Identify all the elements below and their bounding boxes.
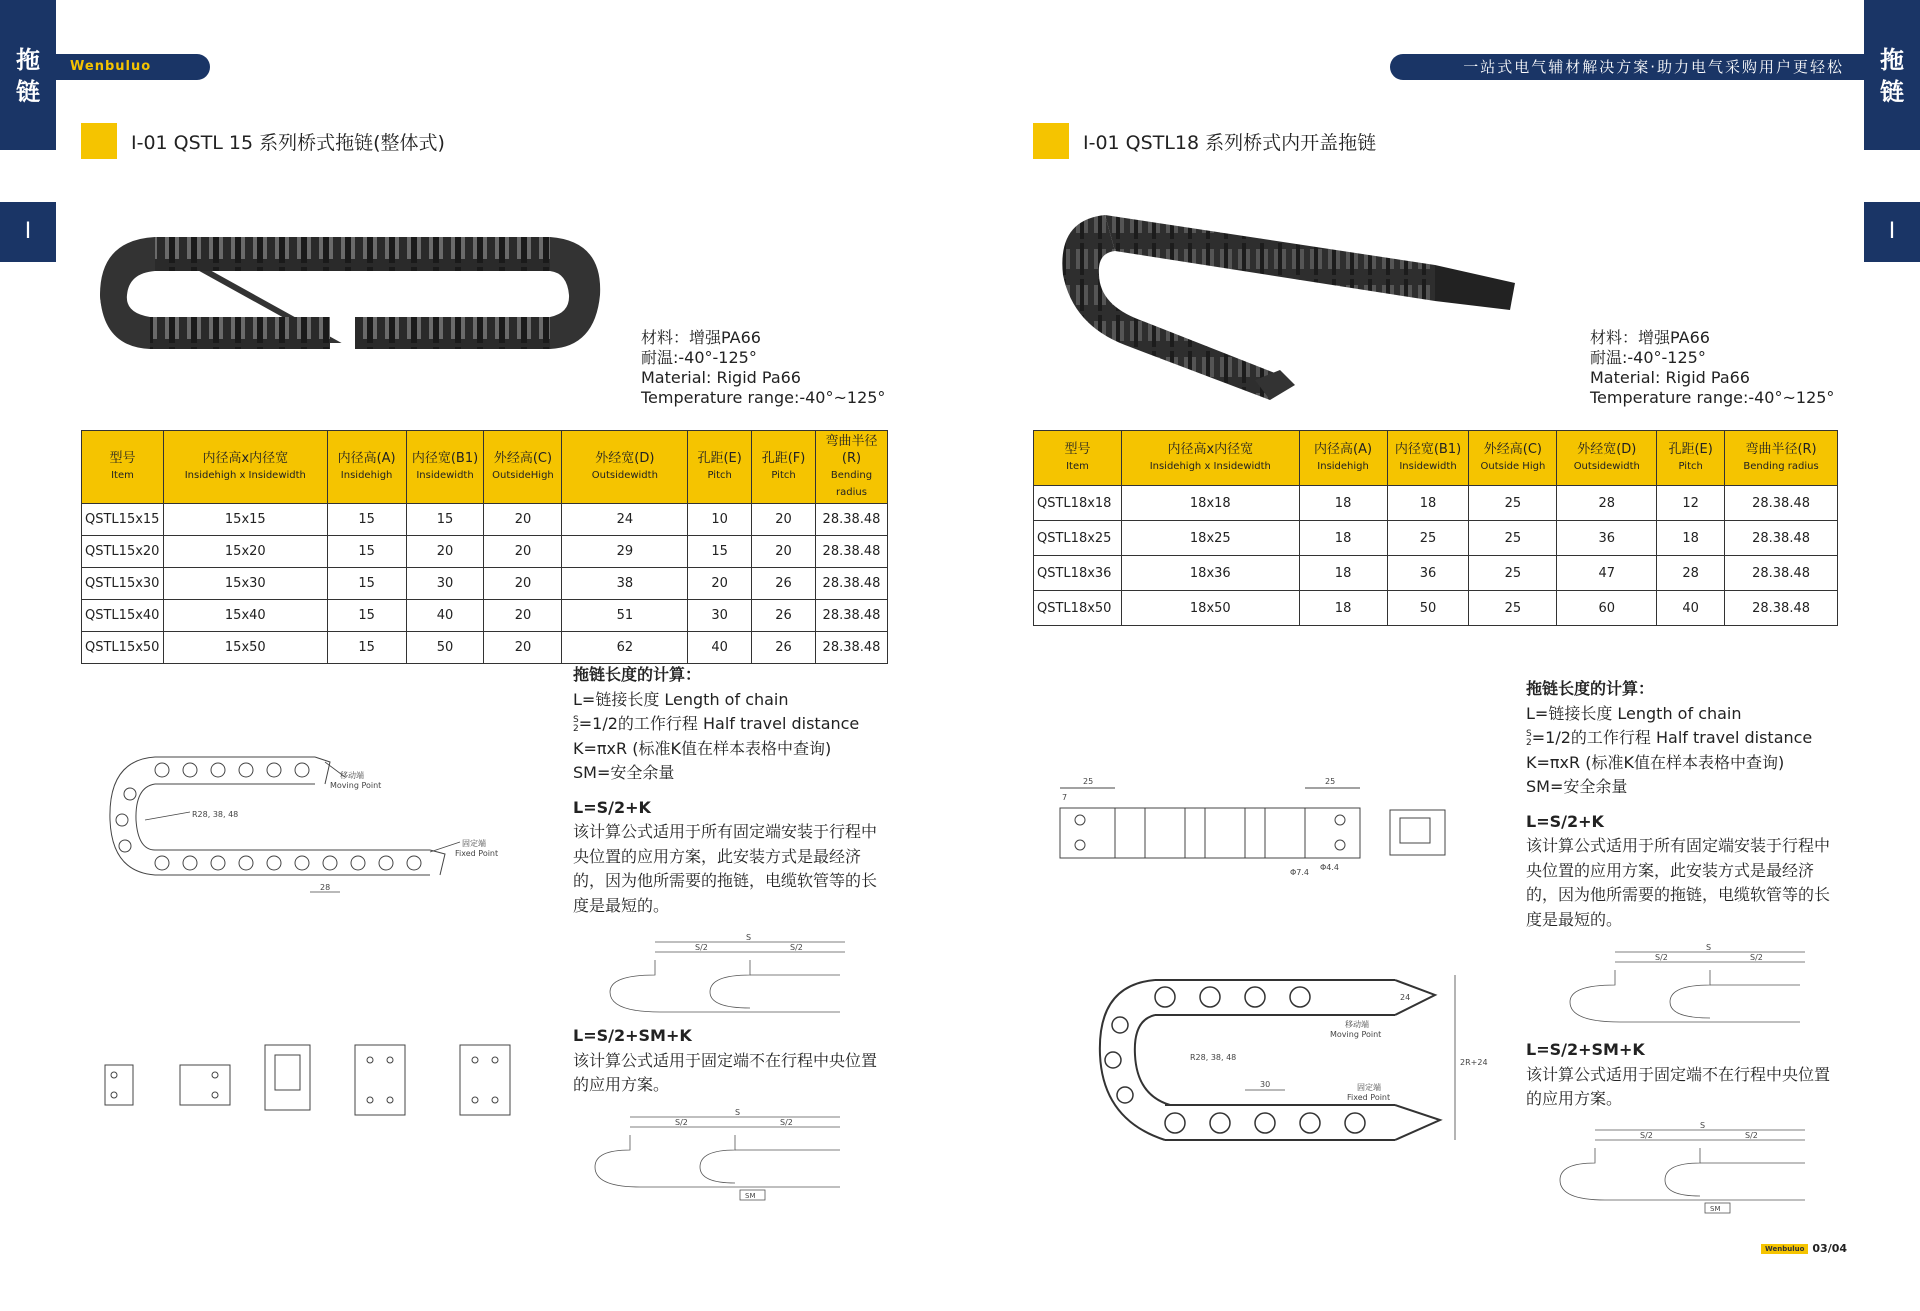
- spec-temp-en: Temperature range:-40°~125°: [641, 388, 886, 407]
- pitch-label: 28: [320, 883, 331, 892]
- travel-diagram-1-right: [1560, 940, 1815, 1030]
- table-cell: 25: [1387, 521, 1469, 556]
- header-cn: 型号: [1064, 442, 1091, 457]
- table-cell: 18: [1299, 591, 1387, 626]
- spec-temp-cn: 耐温:-40°-125°: [641, 348, 757, 367]
- side-tab-left: [0, 0, 56, 150]
- header-en: Insidehigh x Insidewidth: [184, 470, 306, 481]
- header-cn: 弯曲半径(R): [1745, 442, 1817, 457]
- table-cell: 18: [1299, 486, 1387, 521]
- formula-2-desc: 该计算公式适用于固定端不在行程中央位置的应用方案。: [1526, 1064, 1831, 1108]
- table-cell: 40: [1657, 591, 1725, 626]
- table-row: [82, 600, 888, 632]
- spec-material-cn: 材料：增强PA66: [641, 328, 761, 347]
- slogan-bar: [1390, 54, 1864, 80]
- header-en: Pitch: [707, 470, 732, 481]
- header-cn: 外经宽(D): [1577, 442, 1637, 457]
- section-marker-right: I: [1864, 202, 1920, 262]
- table-cell: 15x40: [163, 600, 327, 632]
- table-cell: 15: [406, 504, 484, 536]
- header-en: Outsidewidth: [591, 470, 658, 481]
- brand-name: Wenbuluo: [70, 59, 152, 74]
- table-header-row: [1034, 431, 1838, 486]
- right-title-text: I-01 QSTL18 系列桥式内开盖拖链: [1083, 131, 1377, 154]
- page-number-text: 03/04: [1812, 1242, 1848, 1255]
- table-header-cell: [484, 431, 562, 504]
- travel-s: S: [1706, 943, 1712, 952]
- table-cell: 20: [406, 536, 484, 568]
- table-cell: 30: [406, 568, 484, 600]
- table-cell: 28.38.48: [815, 600, 887, 632]
- left-title-text: I-01 QSTL 15 系列桥式拖链(整体式): [131, 131, 445, 154]
- title-marker: [1033, 123, 1069, 159]
- title-marker: [81, 123, 117, 159]
- header-en: Insidehigh: [340, 470, 393, 481]
- table-cell: 28.38.48: [815, 536, 887, 568]
- travel-half-1: S/2: [695, 943, 708, 952]
- side-tab-right: [1864, 0, 1920, 150]
- right-dimension-sketch: [1050, 770, 1490, 885]
- right-specs: [1590, 328, 1834, 408]
- spec-material-en: Material: Rigid Pa66: [641, 368, 801, 387]
- dim-phi44: Φ4.4: [1320, 863, 1340, 872]
- table-cell: 36: [1557, 521, 1657, 556]
- dim-7: 7: [1062, 793, 1068, 802]
- header-cn: 孔距(E): [1668, 442, 1713, 457]
- moving-label: 移动端: [1345, 1020, 1369, 1029]
- formula-1-desc: 该计算公式适用于所有固定端安装于行程中央位置的应用方案，此安装方式是最经济的，因为他所需要的拖链，电缆软管等的长度是最短的。: [573, 822, 878, 915]
- table-cell: 62: [562, 632, 688, 664]
- header-en: Item: [1066, 461, 1089, 472]
- table-cell: 40: [406, 600, 484, 632]
- travel-diagram-2-right: [1555, 1118, 1815, 1218]
- left-chain-photo: [95, 225, 605, 365]
- table-cell: 15: [327, 568, 406, 600]
- right-section-title: [1033, 123, 1376, 159]
- header-cn: 内径高(A): [337, 451, 396, 466]
- calc-heading: 拖链长度的计算：: [573, 665, 702, 684]
- fixed-label: 固定端: [1357, 1083, 1381, 1092]
- calc-s-def: =1/2的工作行程 Half travel distance: [578, 714, 860, 733]
- left-dimension-sketches: [100, 1020, 540, 1130]
- header-en: Item: [111, 470, 134, 481]
- table-header-cell: [1121, 431, 1299, 486]
- table-cell: 20: [752, 504, 816, 536]
- header-en: Insidehigh x Insidewidth: [1149, 461, 1271, 472]
- dim-phi74: Φ7.4: [1290, 868, 1310, 877]
- table-header-cell: [1387, 431, 1469, 486]
- table-header-cell: [688, 431, 752, 504]
- calc-s-def-line: [573, 712, 893, 737]
- table-row: [1034, 486, 1838, 521]
- table-cell: 40: [688, 632, 752, 664]
- header-en: Bending radius: [830, 470, 873, 498]
- s-den: 2: [1526, 737, 1532, 748]
- table-header-cell: [82, 431, 164, 504]
- header-en: Pitch: [1678, 461, 1703, 472]
- left-spec-table: [81, 430, 888, 664]
- page-number: [1761, 1242, 1847, 1255]
- table-cell: QSTL18x50: [1034, 591, 1122, 626]
- table-row: [1034, 556, 1838, 591]
- travel-diagram-2-left: [590, 1105, 850, 1205]
- table-cell: 15x50: [163, 632, 327, 664]
- right-spec-table: [1033, 430, 1838, 626]
- header-cn: 外经高(C): [1483, 442, 1543, 457]
- spec-temp-cn: 耐温:-40°-125°: [1590, 348, 1706, 367]
- table-row: [1034, 521, 1838, 556]
- table-cell: 15: [327, 600, 406, 632]
- table-header-cell: [163, 431, 327, 504]
- header-cn: 内径高x内径宽: [1167, 442, 1254, 457]
- table-row: [82, 504, 888, 536]
- table-cell: 28.38.48: [815, 632, 887, 664]
- calc-k-def: K=πxR (标准K值在样本表格中查询): [573, 738, 832, 758]
- table-cell: 15: [327, 504, 406, 536]
- header-en: Insidehigh: [1317, 461, 1369, 472]
- table-cell: 18x18: [1121, 486, 1299, 521]
- footer-badge: Wenbuluo: [1761, 1244, 1808, 1254]
- table-cell: QSTL15x20: [82, 536, 164, 568]
- pitch-label: 30: [1260, 1080, 1271, 1089]
- table-cell: 18: [1387, 486, 1469, 521]
- table-cell: 47: [1557, 556, 1657, 591]
- left-specs: [641, 328, 885, 408]
- table-cell: QSTL15x50: [82, 632, 164, 664]
- table-header-cell: [1469, 431, 1557, 486]
- header-en: Insidewidth: [416, 470, 474, 481]
- travel-s: S: [746, 933, 752, 942]
- table-cell: 10: [688, 504, 752, 536]
- table-cell: 18x36: [1121, 556, 1299, 591]
- table-cell: 28: [1657, 556, 1725, 591]
- table-row: [82, 568, 888, 600]
- calc-s-def-line: [1526, 726, 1846, 751]
- left-calc-block: [573, 663, 893, 918]
- table-cell: 24: [562, 504, 688, 536]
- table-cell: QSTL15x15: [82, 504, 164, 536]
- table-cell: 18x25: [1121, 521, 1299, 556]
- side-tab-label: 拖 链: [16, 46, 40, 106]
- calc-heading: 拖链长度的计算：: [1526, 679, 1655, 698]
- fixed-label-en: Fixed Point: [1347, 1093, 1391, 1102]
- table-cell: 18: [1299, 556, 1387, 591]
- s-den: 2: [573, 723, 579, 734]
- table-cell: 26: [752, 600, 816, 632]
- table-cell: 12: [1657, 486, 1725, 521]
- side-tab-label: 拖 链: [1880, 46, 1904, 106]
- table-cell: 20: [484, 504, 562, 536]
- table-cell: 28: [1557, 486, 1657, 521]
- calc-l-def: L=链接长度 Length of chain: [1526, 703, 1742, 723]
- table-header-cell: [406, 431, 484, 504]
- header-en: Outside High: [1480, 461, 1546, 472]
- h24-label: 24: [1400, 993, 1411, 1002]
- calc-sm-def: SM=安全余量: [1526, 777, 1628, 796]
- header-cn: 孔距(F): [761, 451, 806, 466]
- table-cell: 20: [484, 600, 562, 632]
- dim-25-right: 25: [1325, 777, 1336, 786]
- table-cell: 26: [752, 568, 816, 600]
- table-cell: 28.38.48: [815, 568, 887, 600]
- table-row: [82, 632, 888, 664]
- header-en: Insidewidth: [1399, 461, 1457, 472]
- table-cell: 28.38.48: [1725, 556, 1838, 591]
- table-cell: 28.38.48: [1725, 591, 1838, 626]
- table-header-cell: [815, 431, 887, 504]
- right-chain-photo: [1055, 205, 1515, 415]
- table-cell: 20: [688, 568, 752, 600]
- travel-s: S: [735, 1108, 741, 1117]
- header-cn: 型号: [109, 451, 136, 466]
- table-cell: 50: [406, 632, 484, 664]
- calc-sm-def: SM=安全余量: [573, 763, 675, 782]
- dim-25-left: 25: [1083, 777, 1094, 786]
- table-cell: 15: [327, 632, 406, 664]
- table-cell: 20: [484, 568, 562, 600]
- table-cell: 18: [1657, 521, 1725, 556]
- travel-half-2: S/2: [1745, 1131, 1758, 1140]
- table-cell: 15: [688, 536, 752, 568]
- spec-material-en: Material: Rigid Pa66: [1590, 368, 1750, 387]
- s-num: S: [1526, 728, 1532, 739]
- table-header-cell: [562, 431, 688, 504]
- section-marker-left: I: [0, 202, 56, 262]
- travel-half-1: S/2: [675, 1118, 688, 1127]
- table-row: [82, 536, 888, 568]
- header-en: Bending radius: [1743, 461, 1819, 472]
- formula-1-desc: 该计算公式适用于所有固定端安装于行程中央位置的应用方案，此安装方式是最经济的，因为他所需要的拖链，电缆软管等的长度是最短的。: [1526, 836, 1831, 929]
- header-en: OutsideHigh: [492, 470, 554, 481]
- table-header-cell: [1725, 431, 1838, 486]
- table-cell: 20: [484, 632, 562, 664]
- formula-1: L=S/2+K: [1526, 811, 1604, 831]
- table-cell: 38: [562, 568, 688, 600]
- formula-2: L=S/2+SM+K: [1526, 1040, 1645, 1059]
- calc-k-def: K=πxR (标准K值在样本表格中查询): [1526, 752, 1785, 772]
- travel-half-2: S/2: [780, 1118, 793, 1127]
- table-cell: 25: [1469, 591, 1557, 626]
- table-cell: 20: [752, 536, 816, 568]
- radius-label: R28, 38, 48: [1190, 1053, 1237, 1062]
- table-cell: 36: [1387, 556, 1469, 591]
- table-row: [1034, 591, 1838, 626]
- moving-label-en: Moving Point: [330, 781, 382, 790]
- right-calc-block-2: [1526, 1038, 1846, 1112]
- table-cell: QSTL15x30: [82, 568, 164, 600]
- left-bending-diagram: [100, 742, 540, 902]
- table-header-row: [82, 431, 888, 504]
- calc-l-def: L=链接长度 Length of chain: [573, 689, 789, 709]
- table-cell: 51: [562, 600, 688, 632]
- left-calc-block-2: [573, 1024, 893, 1098]
- travel-sm: SM: [745, 1192, 756, 1200]
- table-cell: 15x20: [163, 536, 327, 568]
- table-cell: 15x30: [163, 568, 327, 600]
- formula-2: L=S/2+SM+K: [573, 1026, 692, 1045]
- table-cell: 29: [562, 536, 688, 568]
- header-cn: 孔距(E): [697, 451, 742, 466]
- slogan-text: 一站式电气辅材解决方案·助力电气采购用户更轻松: [1463, 58, 1844, 76]
- spec-material-cn: 材料：增强PA66: [1590, 328, 1710, 347]
- table-cell: 50: [1387, 591, 1469, 626]
- table-cell: QSTL18x25: [1034, 521, 1122, 556]
- travel-s: S: [1700, 1121, 1706, 1130]
- travel-sm: SM: [1710, 1205, 1721, 1213]
- table-cell: 18x50: [1121, 591, 1299, 626]
- table-cell: 30: [688, 600, 752, 632]
- header-en: Pitch: [771, 470, 796, 481]
- header-cn: 外经高(C): [493, 451, 553, 466]
- brand-bar: [56, 54, 210, 80]
- table-cell: 25: [1469, 556, 1557, 591]
- table-header-cell: [752, 431, 816, 504]
- travel-half-2: S/2: [1750, 953, 1763, 962]
- table-header-cell: [1299, 431, 1387, 486]
- table-cell: QSTL18x18: [1034, 486, 1122, 521]
- s-num: S: [573, 714, 579, 725]
- table-cell: 28.38.48: [815, 504, 887, 536]
- spec-temp-en: Temperature range:-40°~125°: [1590, 388, 1835, 407]
- table-cell: 26: [752, 632, 816, 664]
- calc-s-def: =1/2的工作行程 Half travel distance: [1531, 728, 1813, 747]
- table-header-cell: [1657, 431, 1725, 486]
- header-cn: 内径高(A): [1314, 442, 1373, 457]
- radius-label: R28, 38, 48: [192, 810, 239, 819]
- travel-half-2: S/2: [790, 943, 803, 952]
- header-cn: 弯曲半径(R): [825, 434, 878, 466]
- height-label: 2R+24: [1460, 1058, 1488, 1067]
- table-cell: 20: [484, 536, 562, 568]
- table-cell: 28.38.48: [1725, 521, 1838, 556]
- header-en: Outsidewidth: [1573, 461, 1640, 472]
- moving-label-en: Moving Point: [1330, 1030, 1382, 1039]
- travel-half-1: S/2: [1640, 1131, 1653, 1140]
- travel-half-1: S/2: [1655, 953, 1668, 962]
- travel-diagram-1-left: [600, 930, 850, 1020]
- table-cell: 25: [1469, 521, 1557, 556]
- header-cn: 外经宽(D): [595, 451, 655, 466]
- header-cn: 内径宽(B1): [1394, 442, 1462, 457]
- left-section-title: [81, 123, 445, 159]
- right-bending-diagram: [1095, 965, 1495, 1155]
- table-cell: 15x15: [163, 504, 327, 536]
- table-header-cell: [327, 431, 406, 504]
- table-cell: 60: [1557, 591, 1657, 626]
- formula-2-desc: 该计算公式适用于固定端不在行程中央位置的应用方案。: [573, 1050, 878, 1094]
- table-cell: 25: [1469, 486, 1557, 521]
- table-cell: QSTL15x40: [82, 600, 164, 632]
- table-header-cell: [1034, 431, 1122, 486]
- fixed-label: 固定端: [462, 839, 486, 848]
- table-cell: 18: [1299, 521, 1387, 556]
- formula-1: L=S/2+K: [573, 797, 651, 817]
- header-cn: 内径宽(B1): [411, 451, 479, 466]
- fixed-label-en: Fixed Point: [455, 849, 499, 858]
- table-header-cell: [1557, 431, 1657, 486]
- header-cn: 内径高x内径宽: [202, 451, 289, 466]
- table-cell: QSTL18x36: [1034, 556, 1122, 591]
- table-cell: 15: [327, 536, 406, 568]
- moving-label: 移动端: [340, 771, 364, 780]
- right-calc-block: [1526, 677, 1846, 932]
- table-cell: 28.38.48: [1725, 486, 1838, 521]
